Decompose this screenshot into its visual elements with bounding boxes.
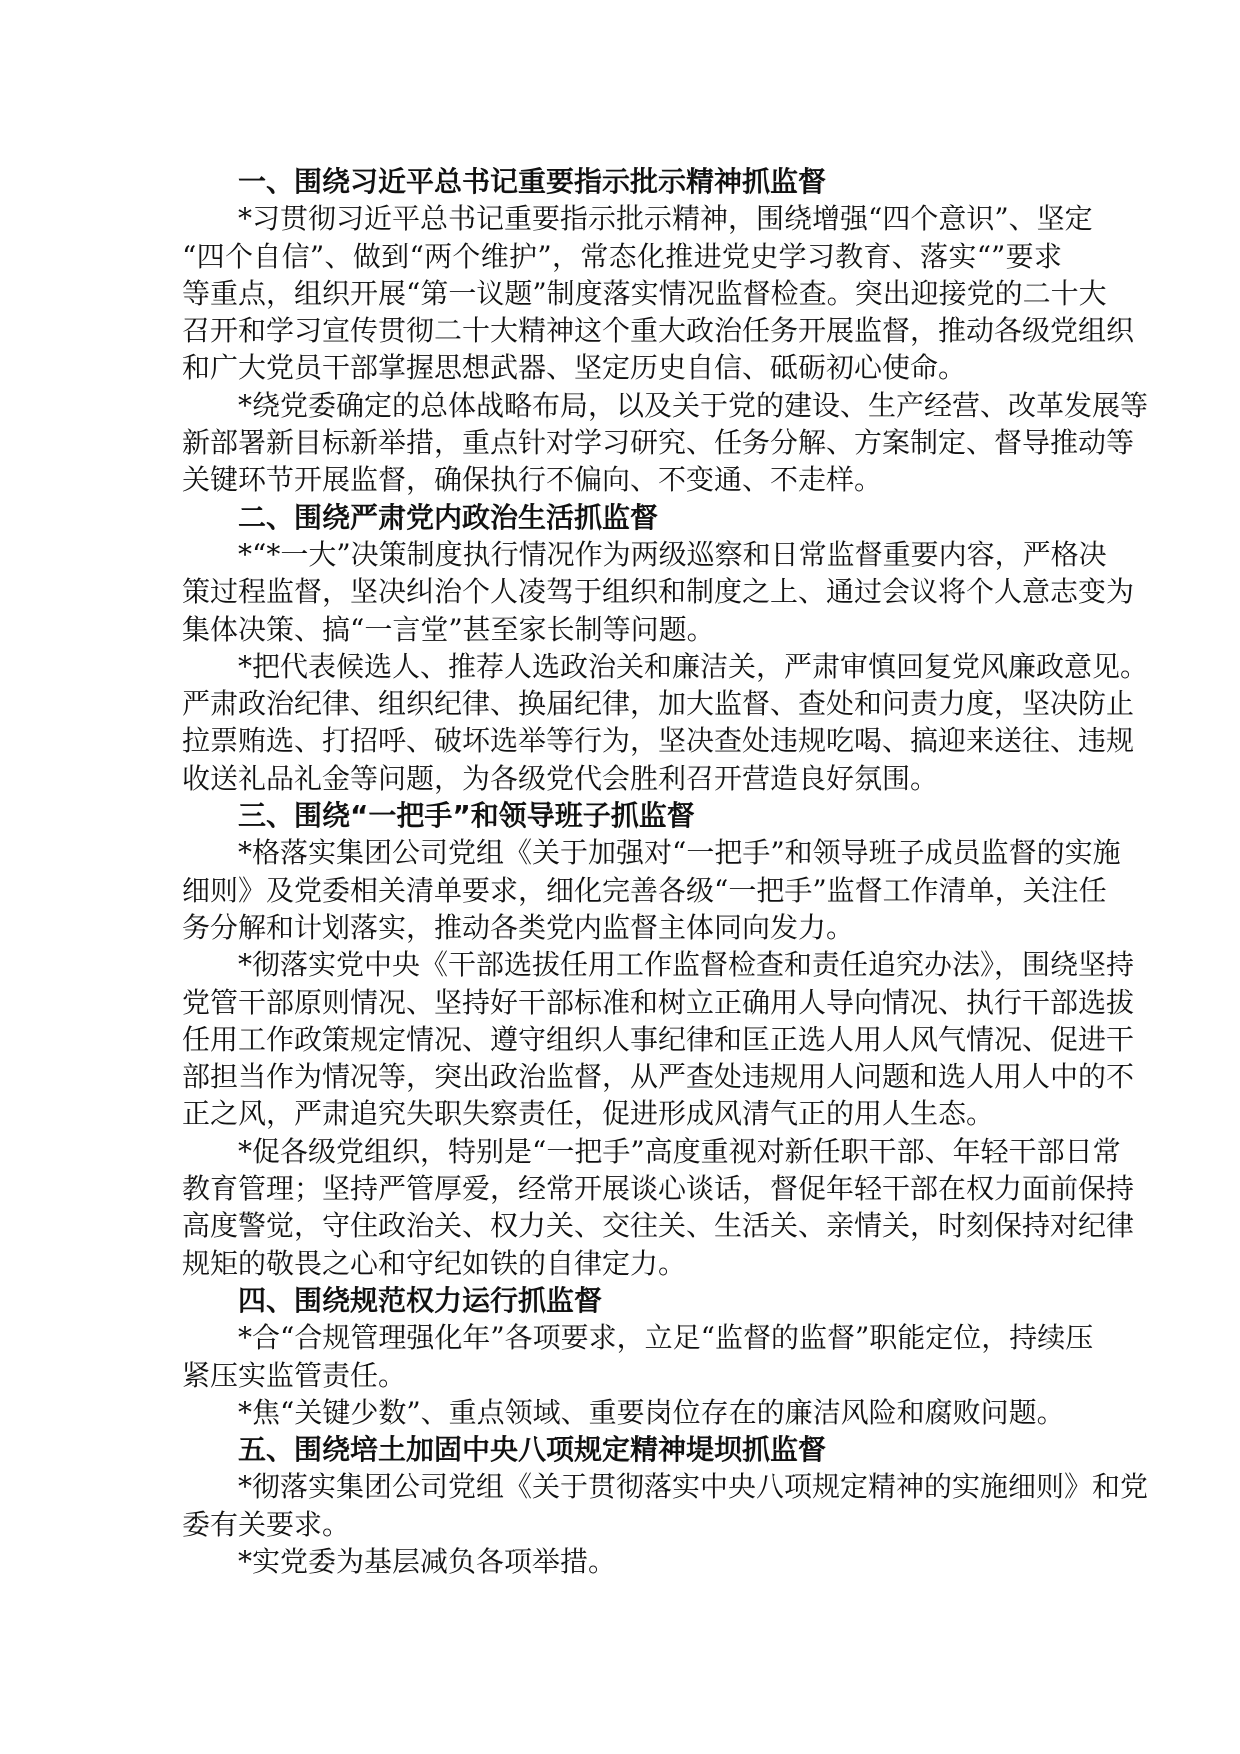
section [182,499,1149,797]
paragraph-line: 党管干部原则情况、坚持好干部标准和树立正确用人导向情况、执行干部选拔 [182,985,1135,1019]
document-body [182,163,1149,1580]
paragraph [182,387,1149,499]
section [182,797,1135,1282]
paragraph-line: 收送礼品礼金等问题，为各级党代会胜利召开营造良好氛围。 [182,761,939,795]
paragraph-line: 紧压实监管责任。 [182,1358,407,1392]
paragraph [182,1543,1062,1580]
section-heading: 四、围绕规范权力运行抓监督 [238,1283,603,1317]
paragraph-line: 细则》及党委相关清单要求，细化完善各级“一把手”监督工作清单，关注任 [182,873,1107,907]
section [182,1282,1094,1431]
paragraph-line: 规矩的敬畏之心和守纪如铁的自律定力。 [182,1246,687,1280]
paragraph-line: *把代表候选人、推荐人选政治关和廉洁关，严肃审慎回复党风廉政意见。 [238,649,1149,683]
section [182,163,1149,499]
section-heading: 一、围绕习近平总书记重要指示批示精神抓监督 [238,165,827,198]
paragraph-line: *“*一大”决策制度执行情况作为两级巡察和日常监督重要内容，严格决 [238,537,1107,571]
paragraph-line: 高度警觉，守住政治关、权力关、交往关、生活关、亲情关，时刻保持对纪律 [182,1209,1135,1243]
paragraph-line: 新部署新目标新举措，重点针对学习研究、任务分解、方案制定、督导推动等 [182,426,1135,460]
paragraph-line: 正之风，严肃追究失职失察责任，促进形成风清气正的用人生态。 [182,1097,995,1131]
paragraph-line: *格落实集团公司党组《关于加强对“一把手”和领导班子成员监督的实施 [238,836,1121,870]
paragraph [182,200,1135,386]
section-heading: 五、围绕培土加固中央八项规定精神堤坝抓监督 [238,1433,827,1467]
section [182,1431,1149,1580]
paragraph-line: *实党委为基层减负各项举措。 [238,1544,617,1578]
paragraph-line: “四个自信”、做到“两个维护”，常态化推进党史学习教育、落实“”要求 [182,239,1062,273]
paragraph-line: 拉票贿选、打招呼、破坏选举等行为，坚决查处违规吃喝、搞迎来送往、违规 [182,724,1135,758]
paragraph [182,1319,1094,1394]
paragraph-line: 召开和学习宣传贯彻二十大精神这个重大政治任务开展监督，推动各级党组织 [182,314,1135,348]
paragraph-line: 教育管理；坚持严管厚爱，经常开展谈心谈话，督促年轻干部在权力面前保持 [182,1172,1135,1206]
paragraph-line: *绕党委确定的总体战略布局，以及关于党的建设、生产经营、改革发展等 [238,388,1149,422]
paragraph [182,1468,1149,1543]
paragraph-line: *彻落实集团公司党组《关于贯彻落实中央八项规定精神的实施细则》和党 [238,1470,1149,1504]
paragraph [182,1133,1135,1282]
paragraph-line: *促各级党组织，特别是“一把手”高度重视对新任职干部、年轻干部日常 [238,1134,1121,1168]
paragraph-line: *合“合规管理强化年”各项要求，立足“监督的监督”职能定位，持续压 [238,1321,1094,1355]
paragraph-line: 等重点，组织开展“第一议题”制度落实情况监督检查。突出迎接党的二十大 [182,276,1107,310]
paragraph-line: 集体决策、搞“一言堂”甚至家长制等问题。 [182,612,715,646]
paragraph [182,648,1149,797]
paragraph-line: 严肃政治纪律、组织纪律、换届纪律，加大监督、查处和问责力度，坚决防止 [182,687,1135,721]
paragraph [182,834,1121,946]
paragraph-line: 策过程监督，坚决纠治个人凌驾于组织和制度之上、通过会议将个人意志变为 [182,575,1135,609]
paragraph-line: *彻落实党中央《干部选拔任用工作监督检查和责任追究办法》，围绕坚持 [238,948,1135,982]
paragraph [182,536,1135,648]
section-heading: 三、围绕“一把手”和领导班子抓监督 [238,799,695,833]
paragraph-line: 关键环节开展监督，确保执行不偏向、不变通、不走样。 [182,463,883,497]
paragraph-line: 委有关要求。 [182,1507,351,1541]
paragraph-line: *焦“关键少数”、重点领域、重要岗位存在的廉洁风险和腐败问题。 [238,1395,1065,1429]
section-heading: 二、围绕严肃党内政治生活抓监督 [238,500,659,534]
paragraph [182,1394,1065,1431]
paragraph-line: 部担当作为情况等，突出政治监督，从严查处违规用人问题和选人用人中的不 [182,1060,1135,1094]
paragraph [182,946,1135,1132]
paragraph-line: *习贯彻习近平总书记重要指示批示精神，围绕增强“四个意识”、坚定 [238,202,1093,236]
paragraph-line: 任用工作政策规定情况、遵守组织人事纪律和匡正选人用人风气情况、促进干 [182,1022,1135,1056]
paragraph-line: 务分解和计划落实，推动各类党内监督主体同向发力。 [182,910,855,944]
paragraph-line: 和广大党员干部掌握思想武器、坚定历史自信、砥砺初心使命。 [182,351,967,385]
